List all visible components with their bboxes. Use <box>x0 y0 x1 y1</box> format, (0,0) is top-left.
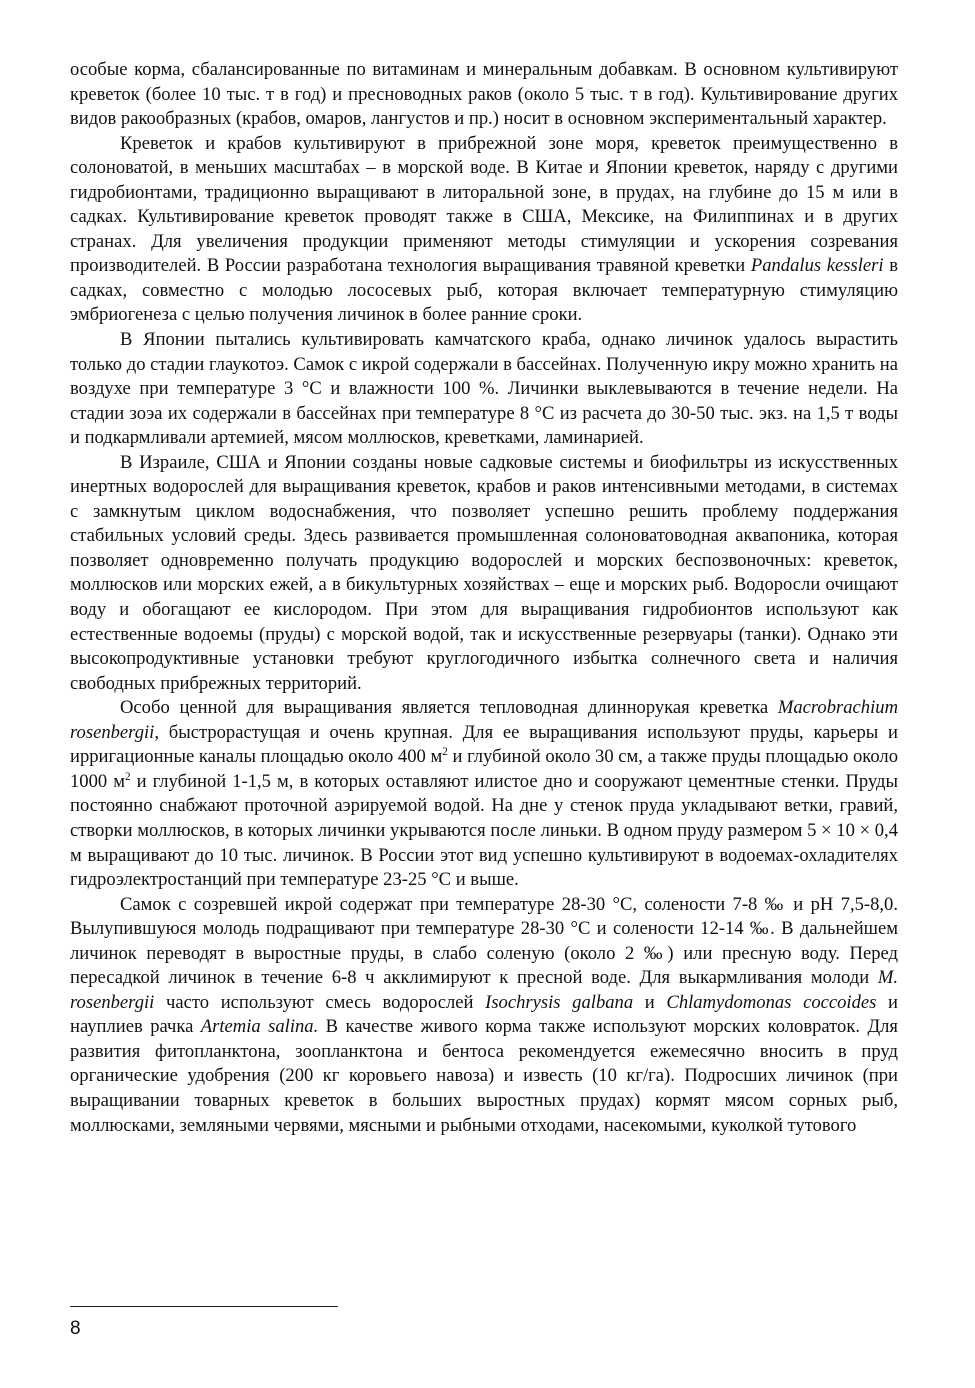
page-body <box>70 58 898 1138</box>
text-run: В Израиле, США и Японии созданы новые садковые системы и биофильтры из искусственных инертных водорослей для выращивания креветок, крабов и раков интенсивными методами, в системах с замкнутым циклом водоснабжения, что позволяет успешно решить проблему поддержания стабильных условий среды. Здесь развивается промышленная солоноватоводная аквапоника, которая позволяет одновременно получать продукцию водорослей и морских беспозвоночных: креветок, моллюсков или морских ежей, а в бикультурных хозяйствах – еще и морских рыб. Водоросли очищают воду и обогащают ее кислородом. При этом для выращивания гидробионтов используют как естественные водоемы (пруды) с морской водой, так и искусственные резервуары (танки). Однако эти высокопродуктивные установки требуют круглогодичного избытка солнечного света и наличия свободных прибрежных территорий. <box>70 451 898 694</box>
text-run: часто используют смесь водорослей <box>154 991 486 1013</box>
text-run: быстрорастущая и очень крупная. Для ее выращивания используют пруды, карьеры и ирригационные каналы площадью около 400 м <box>70 721 898 768</box>
text-run: В Японии пытались культивировать камчатского краба, однако личинок удалось вырастить только до стадии глаукотоэ. Самок с икрой содержали в бассейнах. Полученную икру можно хранить на воздухе при температуре 3 °С и влажности 100 %. Личинки выклевываются в течение недели. На стадии зоэа их содержали в бассейнах при температуре 8 °С из расчета до 30-50 тыс. экз. на 1,5 т воды и подкармливали артемией, мясом моллюсков, креветками, ламинарией. <box>70 329 898 449</box>
paragraph-p3 <box>70 328 898 451</box>
paragraph-p1 <box>70 58 898 132</box>
paragraph-p2 <box>70 132 898 328</box>
italic-term: Isochrysis galbana <box>485 991 634 1013</box>
italic-term: Pandalus kessleri <box>750 255 884 277</box>
paragraph-p6 <box>70 893 898 1138</box>
text-run: Креветок и крабов культивируют в прибрежной зоне моря, креветок преимущественно в солоноватой, в меньших масштабах – в морской воде. В Китае и Японии креветок, наряду с другими гидробионтами, традиционно выращивают в литоральной зоне, в прудах, на глубине до 15 м или в садках. Культивирование креветок проводят также в США, Мексике, на Филиппинах и в других странах. Для увеличения продукции применяют методы стимуляции и ускорения созревания производителей. В России разработана технология выращивания травяной креветки <box>70 132 898 277</box>
text-run: Самок с созревшей икрой содержат при температуре 28-30 °С, солености 7-8 ‰ и рН 7,5-8,0. Вылупившуюся молодь подращивают при температуре 28-30 °С и солености 12-14 ‰. В дальнейшем личинок переводят в выростные пруды, в слабо соленую (около 2 ‰) или пресную воду. Перед пересадкой личинок в течение 6-8 ч акклимируют к пресной воде. Для выкармливания молоди <box>70 893 898 989</box>
text-run: В качестве живого корма также используют морских коловраток. Для развития фитопланктона, зоопланктона и бентоса рекомендуется ежемесячно вносить в пруд органические удобрения (200 кг коровьего навоза) и известь (10 кг/га). Подросших личинок (при выращивании товарных креветок в больших выростных прудах) кормят мясом сорных рыб, моллюсками, земляными червями, мясными и рыбными отходами, насекомыми, куколкой тутового <box>70 1016 898 1136</box>
footnote-divider <box>70 1306 338 1307</box>
text-run: и глубиной около 30 см, а также пруды площадью около 1000 м <box>70 746 898 792</box>
paragraph-p4 <box>70 451 898 696</box>
page-number: 8 <box>70 1318 81 1339</box>
italic-term: M. rosenbergii <box>70 967 898 1013</box>
italic-term: Artemia salina. <box>200 1016 319 1038</box>
italic-term: Macrobrachium rosenbergii, <box>70 697 898 743</box>
italic-term: Chlamydomonas coccoides <box>666 991 877 1013</box>
text-run: и науплиев рачка <box>70 991 899 1038</box>
superscript: 2 <box>442 746 448 759</box>
paragraph-p5 <box>70 696 898 892</box>
superscript: 2 <box>125 770 131 783</box>
text-run: и <box>633 991 667 1013</box>
text-run: в садках, совместно с молодью лососевых рыб, которая включает температурную стимуляцию эмбриогенеза с целью получения личинок в более ранние сроки. <box>70 255 898 326</box>
text-run: особые корма, сбалансированные по витаминам и минеральным добавкам. В основном культивируют креветок (более 10 тыс. т в год) и пресноводных раков (около 5 тыс. т в год). Культивирование других видов ракообразных (крабов, омаров, лангустов и пр.) носит в основном экспериментальный характер. <box>70 59 898 130</box>
text-run: и глубиной 1-1,5 м, в которых оставляют илистое дно и сооружают цементные стенки. Пруды постоянно снабжают проточной аэрируемой водой. На дне у стенок пруда укладывают ветки, гравий, створки моллюсков, в которых личинки укрываются после линьки. В одном пруду размером 5 × 10 × 0,4 м выращивают до 10 тыс. личинок. В России этот вид успешно культивируют в водоемах-охладителях гидроэлектростанций при температуре 23-25 °С и выше. <box>70 770 899 891</box>
text-run: Особо ценной для выращивания является тепловодная длиннорукая креветка <box>120 697 778 719</box>
